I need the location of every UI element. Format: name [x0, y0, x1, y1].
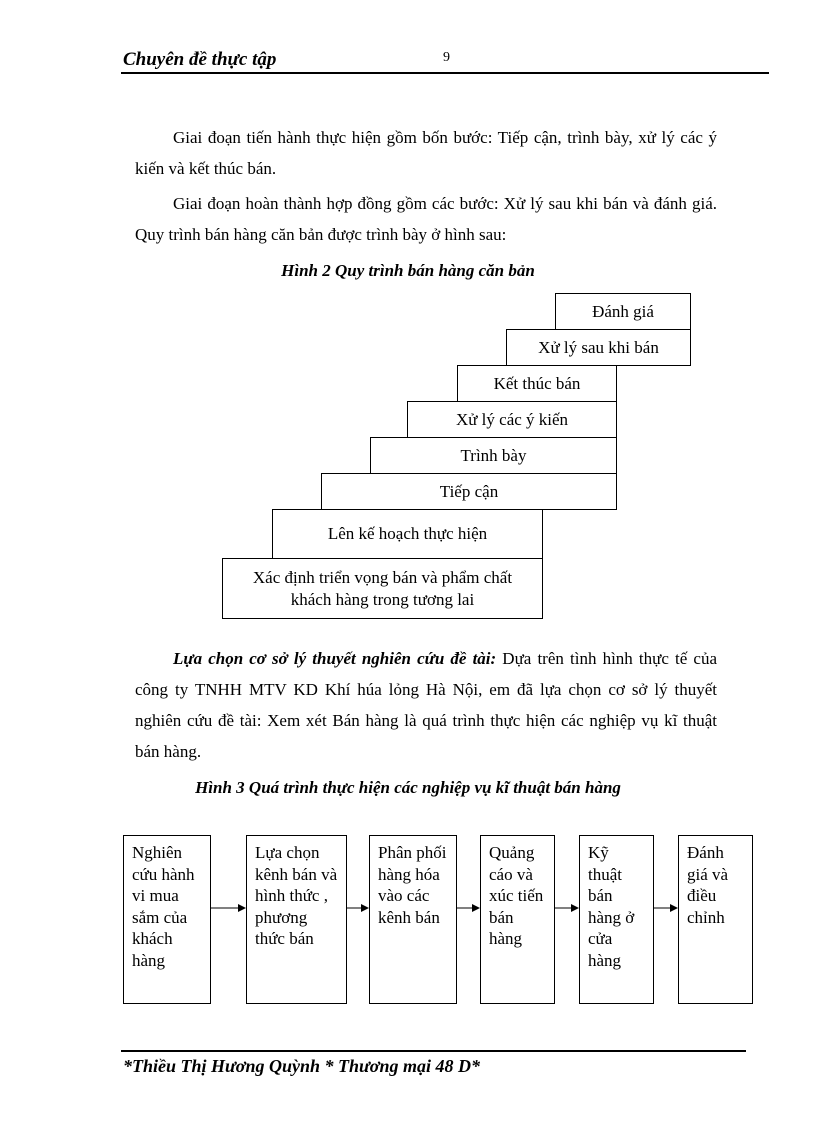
figure-2-caption: Hình 2 Quy trình bán hàng căn bản: [281, 261, 535, 280]
step-handle-objections: Xử lý các ý kiến: [407, 401, 617, 438]
flow-arrow-1: [211, 901, 246, 915]
flow-arrow-3: [457, 901, 480, 915]
theory-choice-body: Dựa trên tình hình thực tế của công ty TNHH MTV KD Khí húa lỏng Hà Nội, em đã lựa chọn cơ sở lý thuyết nghiên cứu đề tài: Xem xét Bán hàng là quá trình thực hiện các nghiệp vụ kĩ thuật bán hàng.: [135, 649, 717, 761]
step-after-sale: Xử lý sau khi bán: [506, 329, 691, 366]
flow-box-distribution: Phân phối hàng hóa vào các kênh bán: [369, 835, 457, 1004]
flow-box-evaluate: Đánh giá và điều chỉnh: [678, 835, 753, 1004]
step-present: Trình bày: [370, 437, 617, 474]
step-evaluate: Đánh giá: [555, 293, 691, 330]
header-title: Chuyên đề thực tập: [123, 49, 277, 70]
paragraph-sales-stage: Giai đoạn tiến hành thực hiện gồm bốn bước: Tiếp cận, trình bày, xử lý các ý kiến và kết thúc bán.: [135, 128, 717, 178]
footer-author: *Thiều Thị Hương Quỳnh * Thương mại 48 D*: [123, 1056, 480, 1076]
page-number: 9: [443, 50, 450, 65]
step-close-sale: Kết thúc bán: [457, 365, 617, 402]
flow-box-technique: Kỹ thuật bán hàng ở cửa hàng: [579, 835, 654, 1004]
step-prospect: Xác định triển vọng bán và phẩm chất khách hàng trong tương lai: [222, 558, 543, 619]
flow-box-channel: Lựa chọn kênh bán và hình thức , phương thức bán: [246, 835, 347, 1004]
step-approach: Tiếp cận: [321, 473, 617, 510]
flow-arrow-2: [347, 901, 369, 915]
flow-arrow-4: [555, 901, 579, 915]
paragraph-contract-stage: Giai đoạn hoàn thành hợp đồng gồm các bước: Xử lý sau khi bán và đánh giá. Quy trình bán hàng căn bản được trình bày ở hình sau:: [135, 194, 717, 244]
theory-choice-lead: Lựa chọn cơ sở lý thuyết nghiên cứu đề tài:: [173, 649, 497, 668]
header-divider: [121, 72, 769, 74]
figure-3-caption: Hình 3 Quá trình thực hiện các nghiệp vụ kĩ thuật bán hàng: [195, 778, 621, 797]
paragraph-theory-choice: [135, 643, 717, 767]
footer-divider: [121, 1050, 746, 1052]
flow-box-promotion: Quảng cáo và xúc tiến bán hàng: [480, 835, 555, 1004]
flow-box-research: Nghiên cứu hành vi mua sắm của khách hàng: [123, 835, 211, 1004]
step-plan: Lên kế hoạch thực hiện: [272, 509, 543, 559]
flow-arrow-5: [654, 901, 678, 915]
